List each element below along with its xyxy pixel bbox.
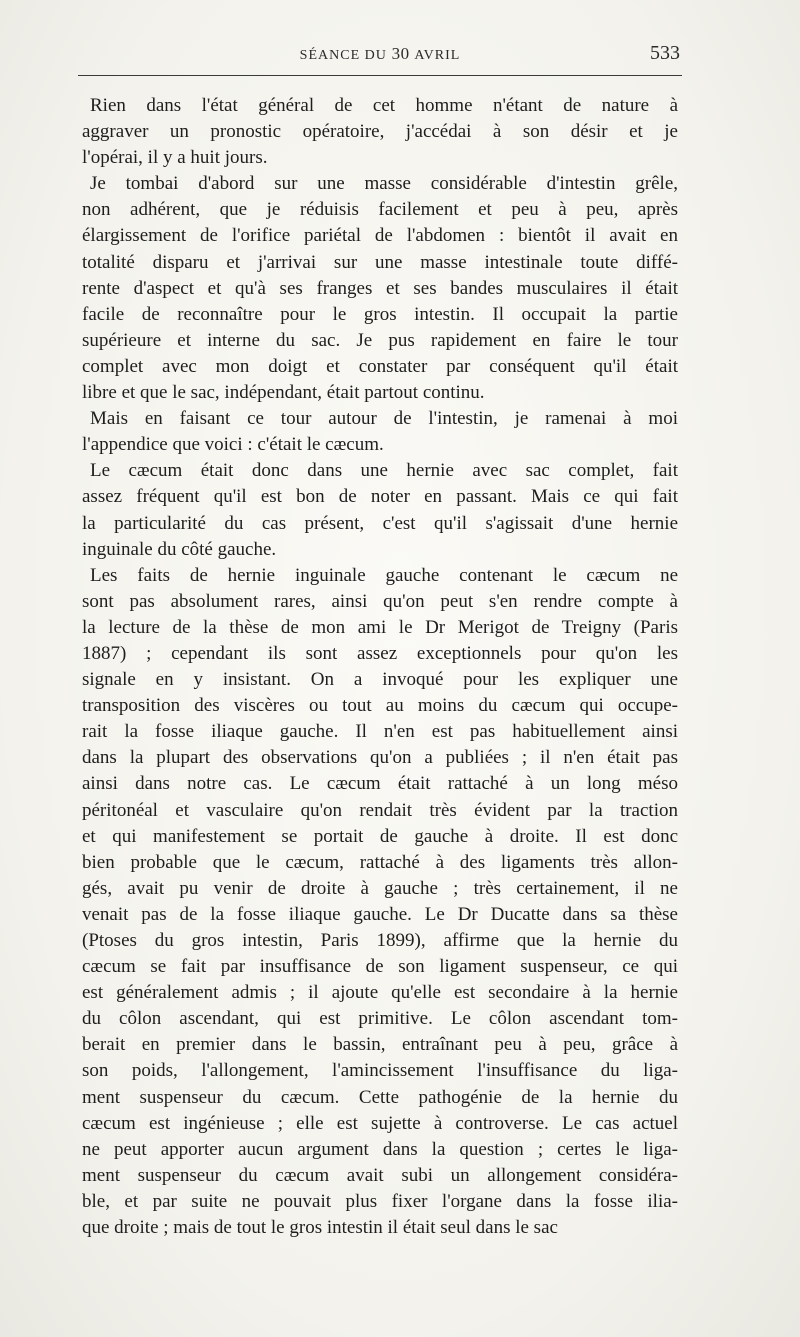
text-line: et qui manifestement se portait de gauche à droite. Il est donc [82, 825, 678, 847]
text-line: la lecture de la thèse de mon ami le Dr Merigot de Treigny (Paris [82, 616, 678, 638]
text-line: du côlon ascendant, qui est primitive. Le côlon ascendant tom- [82, 1008, 678, 1030]
text-line: transposition des viscères ou tout au moins du cæcum qui occupe- [82, 695, 678, 717]
text-line: complet avec mon doigt et constater par conséquent qu'il était [82, 355, 678, 377]
text-line: Rien dans l'état général de cet homme n'étant de nature à [90, 95, 678, 116]
text-line: 1887) ; cependant ils sont assez exceptionnels pour qu'on les [82, 642, 678, 664]
text-line: non adhérent, que je réduisis facilement et peu à peu, après [82, 199, 678, 221]
text-line: inguinale du côté gauche. [82, 538, 277, 560]
text-line: que droite ; mais de tout le gros intestin il était seul dans le sac [82, 1217, 558, 1239]
text-line: assez fréquent qu'il est bon de noter en passant. Mais ce qui fait [82, 486, 678, 508]
text-line: l'appendice que voici : c'était le cæcum. [82, 434, 384, 456]
text-line: aggraver un pronostic opératoire, j'accédai à son désir et je [82, 121, 678, 143]
text-line: rente d'aspect et qu'à ses franges et ses bandes musculaires il était [82, 277, 678, 299]
paragraph [82, 171, 678, 406]
text-line: Mais en faisant ce tour autour de l'intestin, je ramenai à moi [90, 408, 678, 430]
text-line: venait pas de la fosse iliaque gauche. Le Dr Ducatte dans sa thèse [82, 903, 678, 925]
running-title-prefix: SÉANCE DU [299, 48, 387, 63]
text-line: élargissement de l'orifice pariétal de l'abdomen : bientôt il avait en [82, 225, 678, 247]
running-head [80, 38, 680, 70]
text-line: péritonéal et vasculaire qu'on rendait très évident par la traction [82, 799, 678, 821]
text-line: supérieure et interne du sac. Je pus rapidement en faire le tour [82, 329, 678, 351]
text-line: bien probable que le cæcum, rattaché à des ligaments très allon- [82, 851, 678, 873]
text-line: la particularité du cas présent, c'est qu'il s'agissait d'une hernie [82, 512, 678, 534]
text-line: l'opérai, il y a huit jours. [82, 147, 268, 169]
text-line: Le cæcum était donc dans une hernie avec sac complet, fait [90, 460, 678, 482]
text-line: ble, et par suite ne pouvait plus fixer l'organe dans la fosse ilia- [82, 1190, 678, 1212]
text-line: Les faits de hernie inguinale gauche contenant le cæcum ne [90, 564, 678, 586]
text-line: ment suspenseur du cæcum avait subi un allongement considéra- [82, 1164, 678, 1186]
text-line: gés, avait pu venir de droite à gauche ; très certainement, il ne [82, 877, 678, 899]
page-number: 533 [650, 42, 680, 64]
text-line: cæcum se fait par insuffisance de son ligament suspenseur, ce qui [82, 956, 678, 978]
text-line: ne peut apporter aucun argument dans la question ; certes le liga- [82, 1138, 678, 1160]
running-title [80, 44, 680, 64]
text-line: ment suspenseur du cæcum. Cette pathogénie de la hernie du [82, 1086, 678, 1108]
text-line: Je tombai d'abord sur une masse considérable d'intestin grêle, [90, 173, 678, 195]
text-line: libre et que le sac, indépendant, était partout continu. [82, 382, 485, 404]
text-line: rait la fosse iliaque gauche. Il n'en est pas habituellement ainsi [82, 721, 678, 743]
text-line: est généralement admis ; il ajoute qu'elle est secondaire à la hernie [82, 982, 678, 1004]
body-text [82, 93, 678, 1241]
running-title-day: 30 [391, 44, 410, 63]
text-line: dans la plupart des observations qu'on a publiées ; il n'en était pas [82, 747, 678, 769]
text-line: sont pas absolument rares, ainsi qu'on peut s'en rendre compte à [82, 590, 678, 612]
text-line: totalité disparu et j'arrivai sur une masse intestinale toute diffé- [82, 251, 678, 273]
text-line: (Ptoses du gros intestin, Paris 1899), affirme que la hernie du [82, 930, 678, 951]
text-line: berait en premier dans le bassin, entraînant peu à peu, grâce à [82, 1034, 678, 1056]
running-title-month: AVRIL [414, 48, 461, 63]
text-line: cæcum est ingénieuse ; elle est sujette à controverse. Le cas actuel [82, 1112, 678, 1134]
paragraph [82, 458, 678, 562]
text-line: ainsi dans notre cas. Le cæcum était rattaché à un long méso [82, 773, 678, 795]
header-rule [78, 75, 682, 76]
paragraph [82, 406, 678, 458]
text-line: signale en y insistant. On a invoqué pour les expliquer une [82, 669, 678, 691]
text-line: son poids, l'allongement, l'amincissement l'insuffisance du liga- [82, 1060, 678, 1082]
paragraph [82, 563, 678, 1241]
text-line: facile de reconnaître pour le gros intestin. Il occupait la partie [82, 303, 678, 325]
paragraph [82, 93, 678, 171]
